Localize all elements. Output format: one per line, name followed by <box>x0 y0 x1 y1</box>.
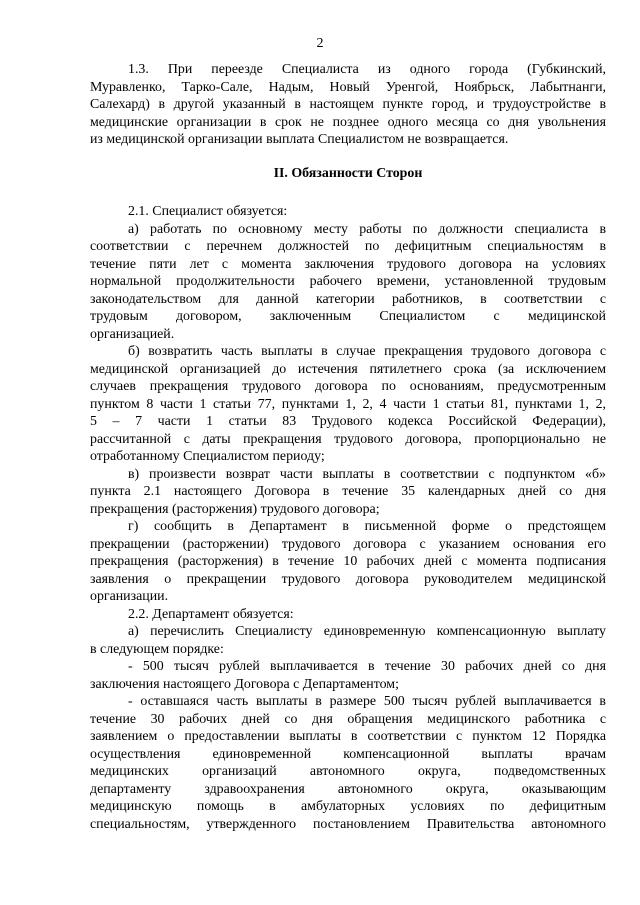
text-line: прекращении (расторжении) трудового договора с указанием основания его <box>90 536 606 552</box>
text-line: случаев прекращения трудового договора по основаниям, предусмотренным <box>90 379 606 394</box>
text-line: 2.1. Специалист обязуется: <box>128 204 288 219</box>
text-line: пункта 2.1 настоящего Договора в течение 35 календарных дней со дня <box>90 484 606 499</box>
text-line: соответствии с перечнем должностей по дефицитным специальностям в <box>90 239 606 254</box>
text-line: Муравленко, Тарко-Сале, Надым, Новый Уренгой, Ноябрьск, Лабытнанги, <box>90 79 606 95</box>
text-line: в) произвести возврат части выплаты в соответствии с подпунктом «б» <box>128 466 606 482</box>
text-line: нормальной продолжительности рабочего времени, установленной трудовым <box>90 274 606 289</box>
paragraph-2-1-b <box>90 343 606 466</box>
text-line: медицинских организаций автономного округа, подведомственных <box>90 764 606 779</box>
text-line: медицинской организацией до истечения пятилетнего срока (за исключением <box>90 361 606 377</box>
text-line: 1.3. При переезде Специалиста из одного города (Губкинский, <box>128 62 606 77</box>
text-line: 2.2. Департамент обязуется: <box>128 606 294 622</box>
text-line: - оставшаяся часть выплаты в размере 500 тысяч рублей выплачивается в <box>128 694 606 709</box>
page-number: 2 <box>316 36 324 51</box>
text-line: - 500 тысяч рублей выплачивается в течение 30 рабочих дней со дня <box>128 659 606 674</box>
paragraph-2-2-a <box>90 623 606 658</box>
text-line: организацией. <box>90 326 175 342</box>
paragraph-2-1-v <box>90 466 606 519</box>
text-line: прекращения (расторжения) в течение 10 рабочих дней с момента подписания <box>90 554 606 569</box>
text-line: г) сообщить в Департамент в письменной форме о предстоящем <box>128 519 606 534</box>
text-line: 5 – 7 части 1 статьи 83 Трудового кодекса Российской Федерации), <box>90 414 606 429</box>
text-line: а) перечислить Специалисту единовременную компенсационную выплату <box>128 624 606 639</box>
text-line: отработанному Специалистом периоду; <box>90 449 325 464</box>
text-line: медицинскую помощь в амбулаторных условиях по дефицитным <box>90 799 606 814</box>
paragraph-2-2-a-item-2 <box>90 693 606 833</box>
text-line: осуществления единовременной компенсационной выплаты врачам <box>90 746 606 762</box>
paragraph-2-2-a-item-1 <box>90 658 606 693</box>
paragraph-1-3 <box>90 61 606 149</box>
text-line: департаменту здравоохранения автономного округа, оказывающим <box>90 781 606 797</box>
text-line: б) возвратить часть выплаты в случае прекращения трудового договора с <box>128 344 606 359</box>
text-line: в следующем порядке: <box>90 641 224 657</box>
text-line: специальностям, утвержденного постановлением Правительства автономного <box>90 816 606 832</box>
paragraph-2-2 <box>90 606 606 624</box>
text-line: заявления о прекращении трудового договора руководителем медицинской <box>90 571 606 587</box>
section-heading: II. Обязанности Сторон <box>273 165 423 181</box>
text-line: а) работать по основному месту работы по должности специалиста в <box>128 221 606 237</box>
paragraph-2-1 <box>90 203 606 221</box>
paragraph-2-1-g <box>90 518 606 606</box>
text-line: из медицинской организации выплата Специалистом не возвращается. <box>90 132 509 147</box>
text-line: прекращения (расторжения) трудового договора; <box>90 501 380 517</box>
text-line: организации. <box>90 589 169 604</box>
text-line: медицинские организации в срок не позднее одного месяца со дня увольнения <box>90 114 606 130</box>
text-line: Салехард) в другой указанный в настоящем пункте город, и трудоустройстве в <box>90 97 606 112</box>
text-line: пунктом 8 части 1 статьи 77, пунктами 1, 2, 4 части 1 статьи 81, пунктами 1, 2, <box>90 396 606 412</box>
text-line: течение 30 рабочих дней со дня обращения медицинского работника с <box>90 711 606 727</box>
paragraph-2-1-a <box>90 221 606 344</box>
text-line: трудовым договором, заключенным Специалистом с медицинской <box>90 309 606 324</box>
text-line: заявлением о предоставлении выплаты в соответствии с пунктом 12 Порядка <box>90 729 606 744</box>
document-body <box>90 61 606 833</box>
text-line: заключения настоящего Договора с Департаментом; <box>90 676 399 692</box>
text-line: течение пяти лет с момента заключения трудового договора на условиях <box>90 256 606 272</box>
text-line: законодательством для данной категории работников, в соответствии с <box>90 291 606 307</box>
text-line: рассчитанной с даты прекращения трудового договора, пропорционально не <box>90 431 606 447</box>
